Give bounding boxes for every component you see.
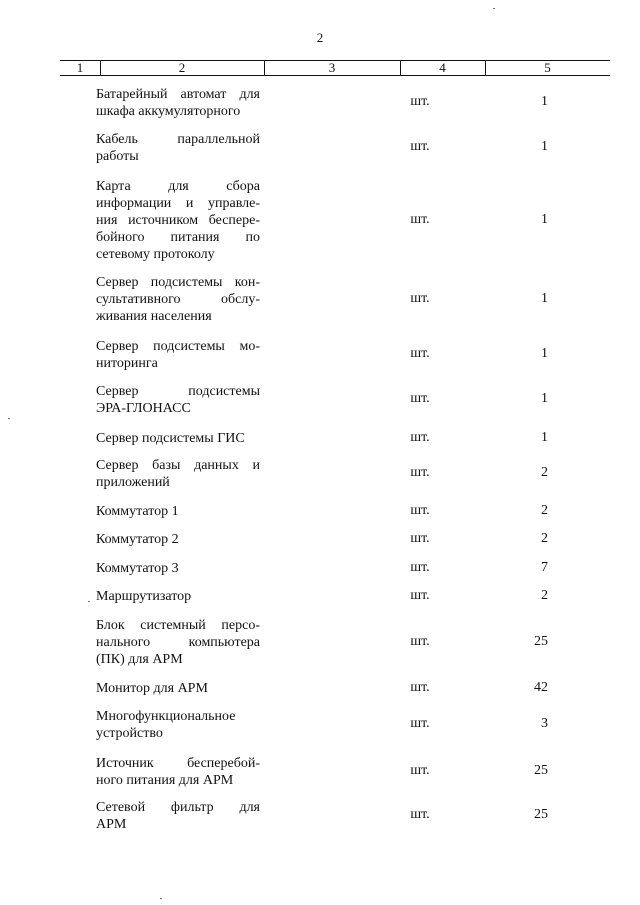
column-header-1: 1 bbox=[76, 60, 84, 75]
item-name-line: нального компьютера bbox=[96, 635, 260, 650]
item-name-line: Кабель параллельной bbox=[96, 132, 260, 147]
item-name-line: приложений bbox=[96, 475, 170, 490]
item-unit: шт. bbox=[410, 559, 430, 575]
item-name-line: Сетевой фильтр для bbox=[96, 800, 260, 815]
item-name bbox=[96, 430, 260, 447]
item-unit: шт. bbox=[410, 429, 430, 445]
item-quantity: 7 bbox=[541, 559, 548, 575]
item-name-line: Монитор для АРМ bbox=[96, 681, 208, 696]
column-header-2: 2 bbox=[178, 60, 186, 75]
scan-speck bbox=[493, 8, 495, 9]
item-unit: шт. bbox=[410, 763, 430, 778]
item-quantity: 25 bbox=[534, 807, 548, 822]
item-name bbox=[96, 755, 260, 789]
item-name-line: Карта для сбора bbox=[96, 179, 260, 194]
item-unit: шт. bbox=[410, 465, 430, 480]
item-name-line: работы bbox=[96, 149, 139, 164]
item-name bbox=[96, 680, 260, 697]
item-quantity: 1 bbox=[541, 139, 548, 154]
item-unit: шт. bbox=[410, 290, 430, 306]
item-name-line: Многофункциональное bbox=[96, 709, 236, 724]
item-quantity: 1 bbox=[541, 346, 548, 361]
item-quantity: 1 bbox=[541, 94, 548, 109]
item-unit: шт. bbox=[410, 587, 430, 603]
item-quantity: 25 bbox=[534, 763, 548, 778]
item-unit: шт. bbox=[410, 716, 430, 731]
item-name-line: Сервер подсистемы bbox=[96, 384, 260, 399]
item-name-line: Коммутатор 2 bbox=[96, 532, 179, 547]
item-unit: шт. bbox=[410, 679, 430, 695]
page-number: 2 bbox=[316, 30, 324, 45]
item-name-line: шкафа аккумуляторного bbox=[96, 104, 241, 119]
item-quantity: 1 bbox=[541, 391, 548, 406]
item-name-line: сетевому протоколу bbox=[96, 247, 215, 262]
item-name bbox=[96, 383, 260, 417]
item-name bbox=[96, 799, 260, 833]
item-name bbox=[96, 131, 260, 165]
item-quantity: 2 bbox=[541, 530, 548, 546]
item-name bbox=[96, 503, 260, 520]
item-name-line: Коммутатор 1 bbox=[96, 504, 179, 519]
item-name-line: сультативного обслу- bbox=[96, 292, 260, 307]
column-header-3: 3 bbox=[328, 60, 336, 75]
item-name bbox=[96, 86, 260, 120]
column-header-5: 5 bbox=[544, 60, 551, 75]
item-name-line: (ПК) для АРМ bbox=[96, 652, 183, 667]
item-unit: шт. bbox=[410, 530, 430, 546]
item-name-line: Источник бесперебой- bbox=[96, 756, 260, 771]
item-name bbox=[96, 531, 260, 548]
item-quantity: 1 bbox=[541, 429, 548, 445]
item-name-line: Коммутатор 3 bbox=[96, 561, 179, 576]
item-name-line: ЭРА-ГЛОНАСС bbox=[96, 401, 191, 416]
column-header-4: 4 bbox=[439, 60, 446, 75]
item-name-line: Сервер базы данных и bbox=[96, 458, 260, 473]
item-name-line: живания населения bbox=[96, 309, 212, 324]
item-name-line: ниторинга bbox=[96, 356, 158, 371]
item-name-line: АРМ bbox=[96, 817, 127, 832]
item-name-line: Сервер подсистемы ГИС bbox=[96, 431, 245, 446]
item-name-line: устройство bbox=[96, 726, 163, 741]
item-unit: шт. bbox=[410, 346, 430, 361]
item-name-line: Маршрутизатор bbox=[96, 589, 192, 604]
item-unit: шт. bbox=[410, 391, 430, 406]
item-quantity: 2 bbox=[541, 502, 548, 518]
item-quantity: 1 bbox=[541, 290, 548, 306]
item-name bbox=[96, 338, 260, 372]
scan-speck bbox=[8, 418, 10, 419]
item-name-line: Сервер подсистемы мо- bbox=[96, 339, 260, 354]
scan-speck bbox=[160, 898, 162, 899]
item-quantity: 3 bbox=[541, 716, 548, 731]
item-name-line: информации и управле- bbox=[96, 196, 260, 211]
item-unit: шт. bbox=[410, 94, 430, 109]
item-name-line: ного питания для АРМ bbox=[96, 773, 234, 788]
item-name bbox=[96, 560, 260, 577]
item-name-line: Батарейный автомат для bbox=[96, 87, 260, 102]
item-unit: шт. bbox=[410, 502, 430, 518]
item-quantity: 25 bbox=[534, 633, 548, 649]
item-name-line: бойного питания по bbox=[96, 230, 260, 245]
item-quantity: 2 bbox=[541, 587, 548, 603]
item-unit: шт. bbox=[410, 211, 430, 227]
item-quantity: 42 bbox=[534, 679, 548, 695]
item-unit: шт. bbox=[410, 633, 430, 649]
scan-speck bbox=[88, 601, 90, 602]
item-name bbox=[96, 274, 260, 325]
item-name bbox=[96, 617, 260, 668]
item-name bbox=[96, 588, 260, 605]
item-name-line: Сервер подсистемы кон- bbox=[96, 275, 260, 290]
item-quantity: 1 bbox=[541, 211, 548, 227]
item-name-line: ния источником бесперe- bbox=[96, 213, 260, 228]
item-unit: шт. bbox=[410, 139, 430, 154]
item-name-line: Блок системный персо- bbox=[96, 618, 260, 633]
item-unit: шт. bbox=[410, 807, 430, 822]
item-quantity: 2 bbox=[541, 465, 548, 480]
item-name bbox=[96, 178, 260, 263]
table-header bbox=[60, 60, 610, 76]
item-name bbox=[96, 457, 260, 491]
item-name bbox=[96, 708, 260, 742]
